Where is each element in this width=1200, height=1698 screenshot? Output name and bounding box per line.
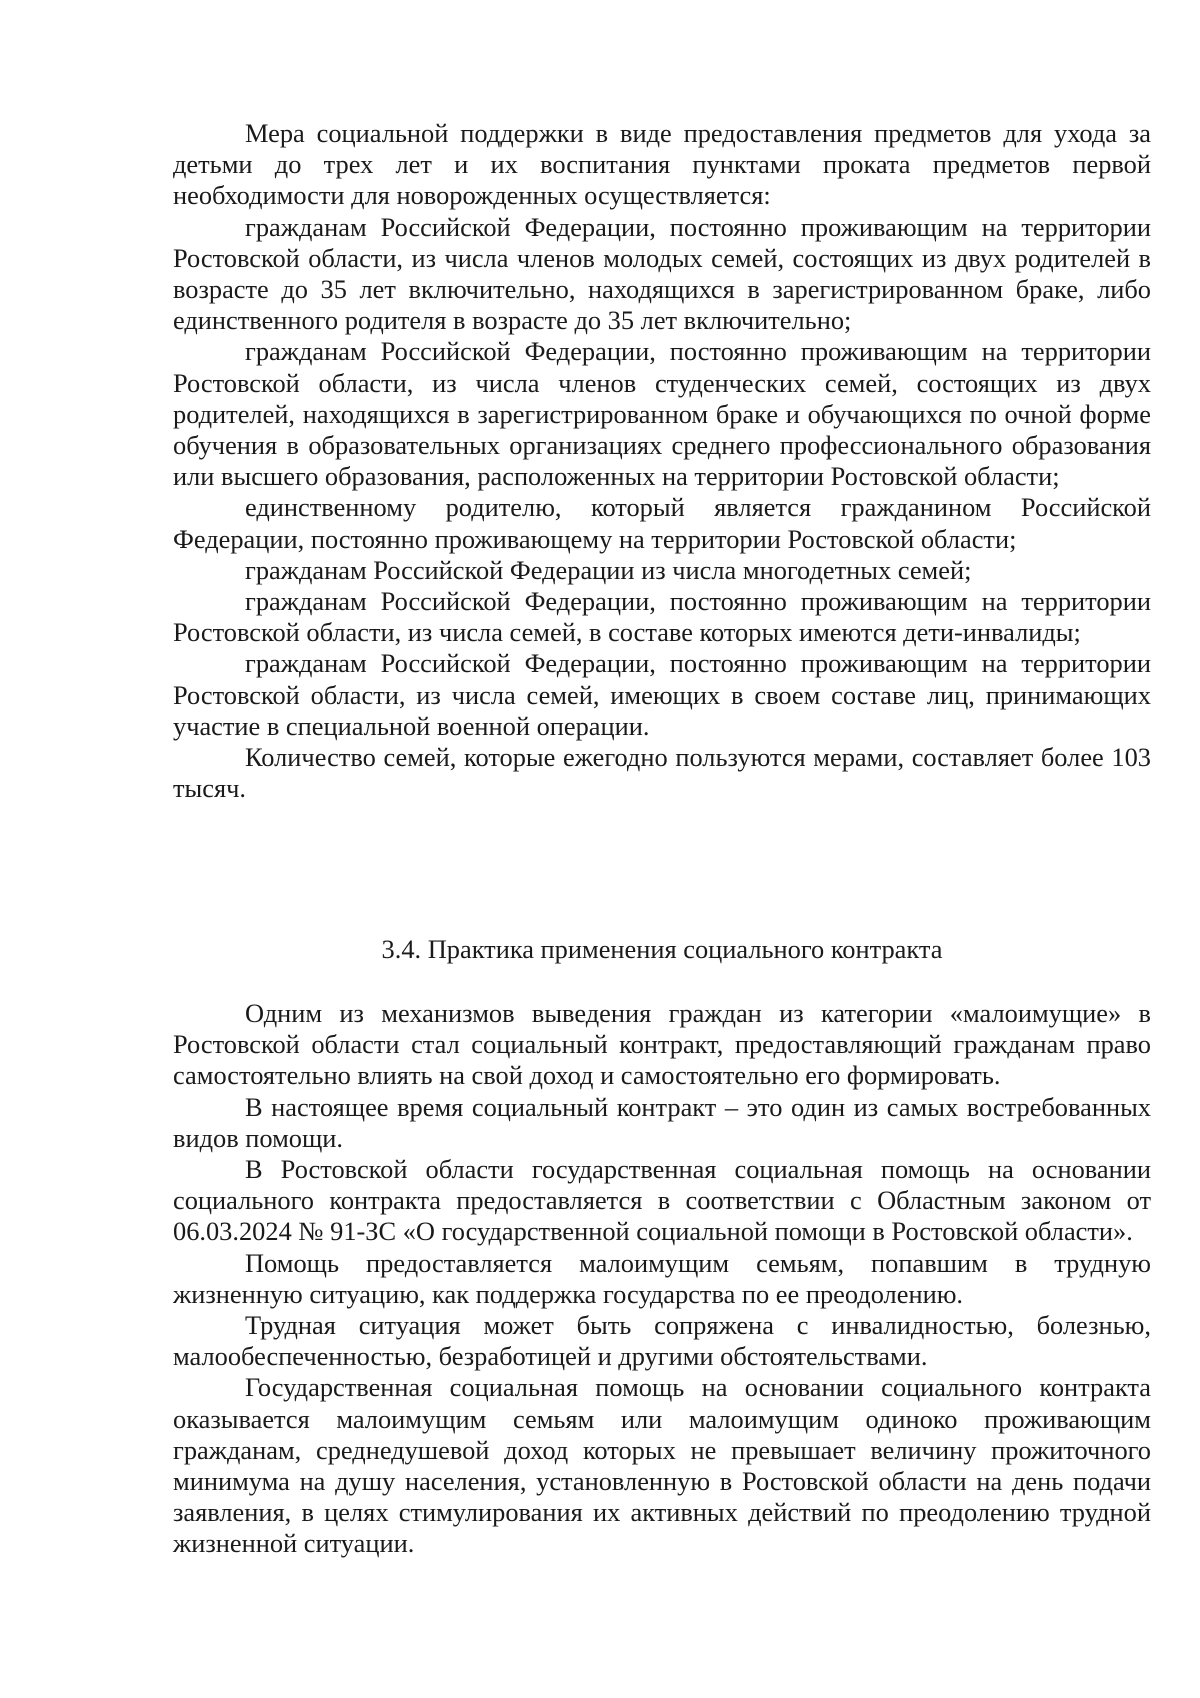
- paragraph: гражданам Российской Федерации, постоянно проживающим на территории Ростовской области, из числа членов молодых семей, состоящих из двух родителей в возрасте до 35 лет включительно, находящихся в зарегистрированном браке, либо единственного родителя в возрасте до 35 лет включительно;: [173, 211, 1151, 336]
- paragraph: гражданам Российской Федерации из числа многодетных семей;: [245, 554, 972, 585]
- section-social-support-measures: [173, 118, 1151, 804]
- paragraph: Мера социальной поддержки в виде предоставления предметов для ухода за детьми до трех лет и их воспитания пунктами проката предметов первой необходимости для новорожденных осуществляется:: [173, 118, 1151, 211]
- paragraph: гражданам Российской Федерации, постоянно проживающим на территории Ростовской области, из числа семей, имеющих в своем составе лиц, принимающих участие в специальной военной операции.: [173, 648, 1151, 741]
- paragraph: гражданам Российской Федерации, постоянно проживающим на территории Ростовской области, из числа членов студенческих семей, состоящих из двух родителей, находящихся в зарегистрированном браке и обучающихся по очной форме обучения в образовательных организациях среднего профессионального образования или высшего образования, расположенных на территории Ростовской области;: [173, 336, 1151, 492]
- paragraph: Трудная ситуация может быть сопряжена с инвалидностью, болезнью, малообеспеченностью, безработицей и другими обстоятельствами.: [173, 1310, 1151, 1372]
- section-heading: 3.4. Практика применения социального контракта: [381, 934, 943, 964]
- paragraph: В настоящее время социальный контракт – это один из самых востребованных видов помощи.: [173, 1091, 1151, 1153]
- paragraph: Помощь предоставляется малоимущим семьям, попавшим в трудную жизненную ситуацию, как поддержка государства по ее преодолению.: [173, 1247, 1151, 1309]
- paragraph: Одним из механизмов выведения граждан из категории «малоимущие» в Ростовской области стал социальный контракт, предоставляющий гражданам право самостоятельно влиять на свой доход и самостоятельно его формировать.: [173, 998, 1151, 1091]
- section-social-contract: [173, 998, 1151, 1560]
- paragraph: Количество семей, которые ежегодно пользуются мерами, составляет более 103 тысяч.: [173, 742, 1151, 804]
- paragraph: В Ростовской области государственная социальная помощь на основании социального контракта предоставляется в соответствии с Областным законом от 06.03.2024 № 91-ЗС «О государственной социальной помощи в Ростовской области».: [173, 1154, 1151, 1247]
- paragraph: Государственная социальная помощь на основании социального контракта оказывается малоимущим семьям или малоимущим одиноко проживающим гражданам, среднедушевой доход которых не превышает величину прожиточного минимума на душу населения, установленную в Ростовской области на день подачи заявления, в целях стимулирования их активных действий по преодолению трудной жизненной ситуации.: [173, 1372, 1151, 1559]
- paragraph: гражданам Российской Федерации, постоянно проживающим на территории Ростовской области, из числа семей, в составе которых имеются дети-инвалиды;: [173, 586, 1151, 648]
- paragraph: единственному родителю, который является гражданином Российской Федерации, постоянно проживающему на территории Ростовской области;: [173, 492, 1151, 554]
